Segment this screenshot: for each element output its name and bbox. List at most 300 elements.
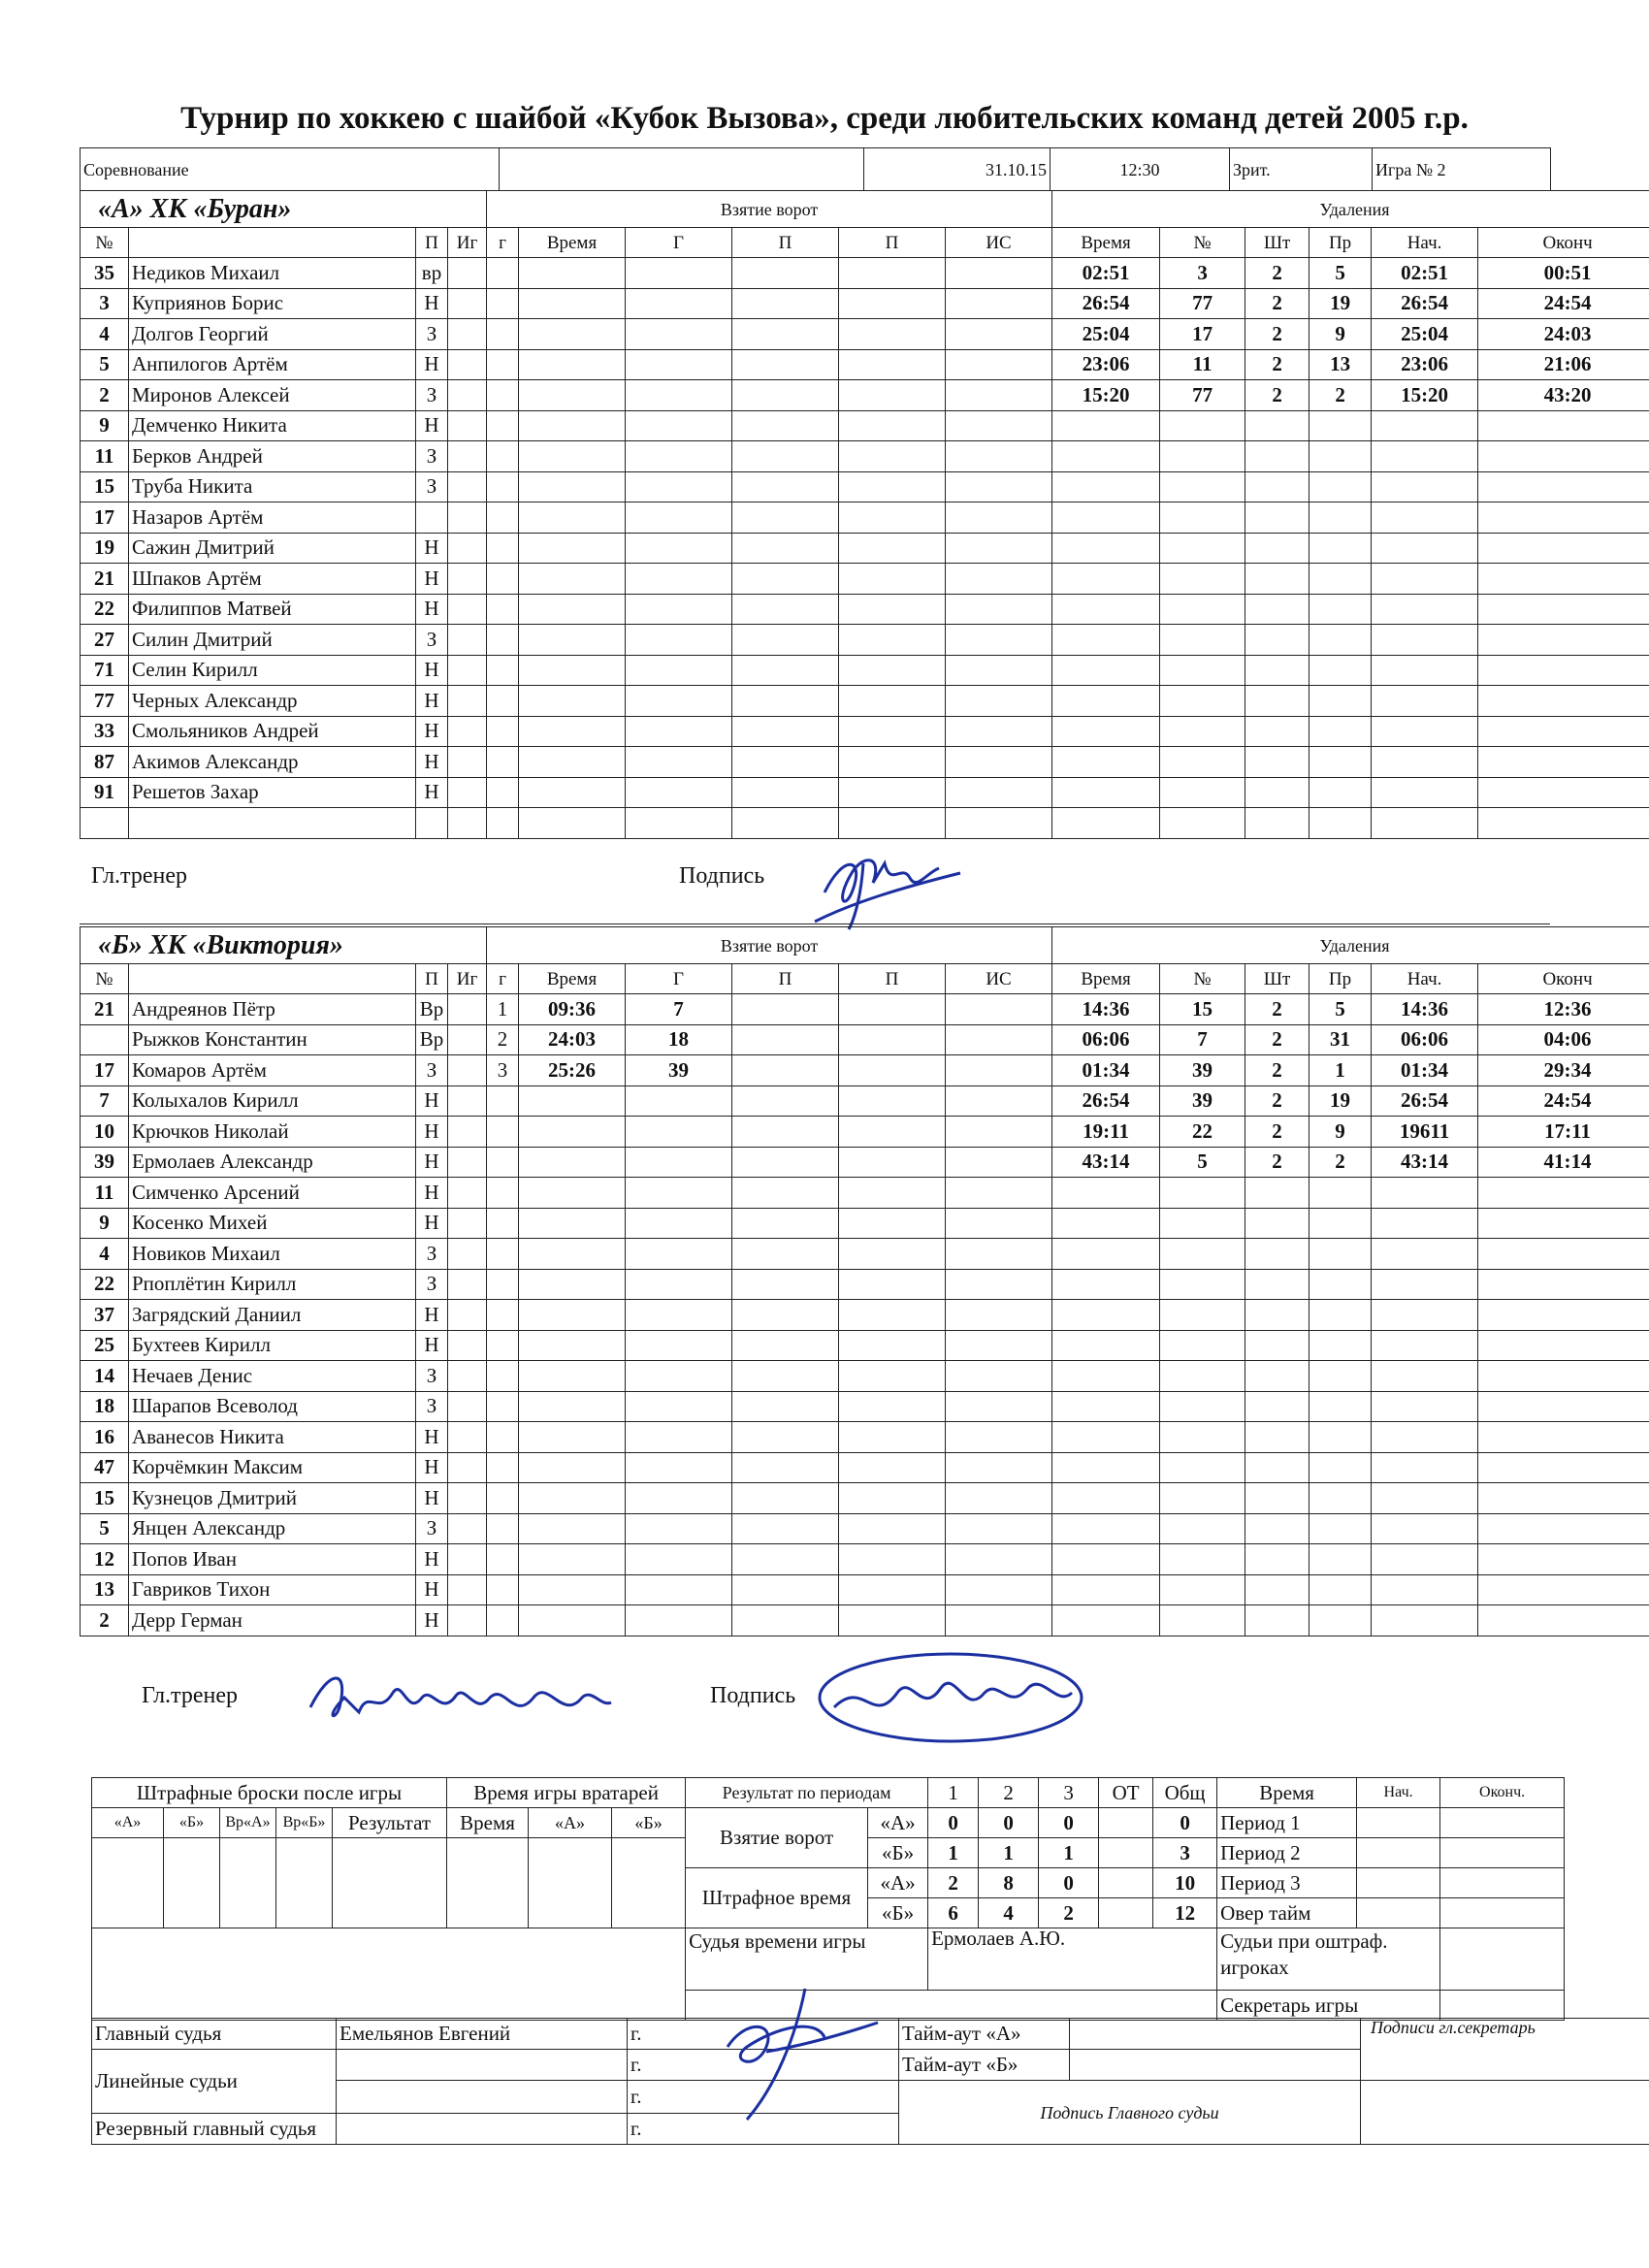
penalty-time: 15:20 (1052, 380, 1160, 411)
player-position: Н (416, 410, 448, 441)
goal-index (487, 1147, 519, 1178)
penalty-minutes: 2 (1245, 319, 1310, 350)
penalty-minutes: 2 (1245, 380, 1310, 411)
penalty-end (1478, 1269, 1649, 1300)
goal-index (487, 564, 519, 595)
goal-index (487, 441, 519, 472)
goal-index (487, 1544, 519, 1575)
cell (732, 1574, 839, 1605)
city-label: г. (628, 2050, 899, 2081)
cell (448, 471, 487, 502)
penalty-player (1160, 1574, 1245, 1605)
goal-scorer (626, 533, 732, 564)
period-value (1099, 1838, 1153, 1868)
penalty-start (1372, 410, 1478, 441)
player-position: вр (416, 258, 448, 289)
penalty-end (1478, 1330, 1649, 1361)
goal-index (487, 1513, 519, 1544)
cell (447, 1868, 529, 1898)
table-row (81, 716, 1649, 747)
goal-scorer (626, 1147, 732, 1178)
cell (448, 1239, 487, 1270)
cell (1440, 1991, 1565, 2021)
penalty-end (1478, 410, 1649, 441)
player-position: Н (416, 1544, 448, 1575)
goal-time: 24:03 (519, 1024, 626, 1055)
cell (946, 1300, 1052, 1331)
cell (839, 410, 946, 441)
cell (448, 625, 487, 656)
penalty-end (1478, 1452, 1649, 1483)
timekeeper-label: Судья времени игры (686, 1928, 928, 1991)
penalty-reason (1310, 1330, 1372, 1361)
penalty-minutes (1245, 410, 1310, 441)
divider (80, 923, 1550, 924)
goal-index (487, 655, 519, 686)
player-position: Н (416, 1085, 448, 1117)
player-number: 4 (81, 319, 129, 350)
goal-scorer (626, 502, 732, 534)
player-position: З (416, 625, 448, 656)
spectators-label: Зрит. (1230, 148, 1373, 191)
column-header: П (416, 964, 448, 994)
cell (732, 441, 839, 472)
goal-scorer (626, 1483, 732, 1514)
penalty-player (1160, 1330, 1245, 1361)
match-time: 12:30 (1051, 148, 1230, 191)
goal-index (487, 1574, 519, 1605)
table-row (81, 1055, 1649, 1086)
cell (946, 349, 1052, 380)
penalty-start (1372, 625, 1478, 656)
cell (839, 1574, 946, 1605)
goal-index (487, 258, 519, 289)
penalty-reason: 31 (1310, 1024, 1372, 1055)
penalty-reason (1310, 410, 1372, 441)
penalty-end (1478, 686, 1649, 717)
player-name: Миронов Алексей (129, 380, 416, 411)
goal-time (519, 1391, 626, 1422)
secretary-signature-label: Подписи гл.секретарь (1361, 2019, 1649, 2081)
cell (333, 1898, 447, 1928)
player-number: 19 (81, 533, 129, 564)
cell (448, 1422, 487, 1453)
penalty-start (1372, 502, 1478, 534)
player-number: 25 (81, 1330, 129, 1361)
goal-index (487, 594, 519, 625)
cell (839, 1269, 946, 1300)
goal-time (519, 471, 626, 502)
goal-time (519, 1605, 626, 1636)
cell (839, 686, 946, 717)
penalty-reason (1310, 777, 1372, 808)
cell (732, 502, 839, 534)
goal-time (519, 1117, 626, 1148)
penalty-minutes: 2 (1245, 1147, 1310, 1178)
period-value: 10 (1153, 1868, 1217, 1898)
penalty-time (1052, 1391, 1160, 1422)
table-row (81, 994, 1649, 1025)
cell (732, 1024, 839, 1055)
cell (839, 1361, 946, 1392)
cell (946, 1117, 1052, 1148)
goal-index (487, 1422, 519, 1453)
goal-index (487, 716, 519, 747)
player-name: Косенко Михей (129, 1208, 416, 1239)
penalty-end (1478, 471, 1649, 502)
cell (732, 258, 839, 289)
start-column-header: Нач. (1357, 1778, 1440, 1808)
cell (732, 716, 839, 747)
cell (732, 349, 839, 380)
cell (448, 258, 487, 289)
cell (220, 1868, 276, 1898)
goal-scorer (626, 564, 732, 595)
cell (732, 1085, 839, 1117)
penalty-end (1478, 1544, 1649, 1575)
table-row (81, 1422, 1649, 1453)
player-name: Селин Кирилл (129, 655, 416, 686)
penalty-reason (1310, 533, 1372, 564)
cell (946, 1574, 1052, 1605)
penalty-player (1160, 1391, 1245, 1422)
goal-scorer (626, 1605, 732, 1636)
player-position: Н (416, 777, 448, 808)
penalty-player (1160, 655, 1245, 686)
goal-scorer (626, 777, 732, 808)
cell (839, 502, 946, 534)
player-number: 5 (81, 1513, 129, 1544)
table-row (81, 747, 1649, 778)
penalty-minutes (1245, 1391, 1310, 1422)
goal-scorer (626, 625, 732, 656)
penalty-start (1372, 1300, 1478, 1331)
cell (732, 533, 839, 564)
goal-scorer (626, 1422, 732, 1453)
table-row (81, 1452, 1649, 1483)
cell (839, 625, 946, 656)
penalty-reason (1310, 1300, 1372, 1331)
cell (448, 564, 487, 595)
period-value (1099, 1868, 1153, 1898)
cell (448, 1117, 487, 1148)
penalty-reason (1310, 655, 1372, 686)
cell (1070, 2019, 1361, 2050)
penalty-time (1052, 564, 1160, 595)
penalty-reason (1310, 594, 1372, 625)
cell (448, 1605, 487, 1636)
cell (1357, 1898, 1440, 1928)
period-column-header: ОТ (1099, 1778, 1153, 1808)
player-name: Андреянов Пётр (129, 994, 416, 1025)
penalty-time (1052, 502, 1160, 534)
goal-index (487, 502, 519, 534)
cell (448, 441, 487, 472)
cell (732, 319, 839, 350)
penalty-reason: 9 (1310, 1117, 1372, 1148)
player-number (81, 808, 129, 839)
goal-index (487, 410, 519, 441)
cell (946, 564, 1052, 595)
column-header: П (839, 228, 946, 258)
player-name: Шарапов Всеволод (129, 1391, 416, 1422)
goal-time (519, 1361, 626, 1392)
player-position: З (416, 1055, 448, 1086)
timeout-a-label: Тайм-аут «А» (899, 2019, 1070, 2050)
cell (92, 1898, 164, 1928)
goal-index (487, 1330, 519, 1361)
penalty-judges-label: Судьи при оштраф. игроках (1217, 1928, 1440, 1991)
player-position: З (416, 1239, 448, 1270)
cell (529, 1898, 612, 1928)
cell (732, 747, 839, 778)
penalty-time (1052, 808, 1160, 839)
player-name: Рыжков Константин (129, 1024, 416, 1055)
goal-index (487, 1085, 519, 1117)
penalty-minutes (1245, 747, 1310, 778)
team-label: «Б» (868, 1838, 928, 1868)
penalty-start (1372, 1452, 1478, 1483)
cell (448, 319, 487, 350)
cell (1440, 1808, 1565, 1838)
column-header: П (416, 228, 448, 258)
penalty-start (1372, 1330, 1478, 1361)
penalty-start (1372, 1605, 1478, 1636)
penalty-end (1478, 655, 1649, 686)
table-row (81, 1269, 1649, 1300)
cell (732, 471, 839, 502)
penalty-player (1160, 502, 1245, 534)
goal-index (487, 1605, 519, 1636)
goal-index (487, 349, 519, 380)
player-number: 33 (81, 716, 129, 747)
player-position: Н (416, 1483, 448, 1514)
cell (732, 686, 839, 717)
goals-section-title: Взятие ворот (487, 927, 1052, 964)
column-header: Г (626, 964, 732, 994)
table-row (81, 625, 1649, 656)
penalty-start: 26:54 (1372, 1085, 1478, 1117)
player-name: Куприянов Борис (129, 288, 416, 319)
penalty-end (1478, 1574, 1649, 1605)
cell (732, 994, 839, 1025)
player-name: Попов Иван (129, 1544, 416, 1575)
goals-section-title: Взятие ворот (487, 191, 1052, 228)
period-value: 1 (979, 1838, 1039, 1868)
column-header: ИС (946, 964, 1052, 994)
player-position: З (416, 1269, 448, 1300)
penalty-start (1372, 1513, 1478, 1544)
penalty-time: 26:54 (1052, 1085, 1160, 1117)
penalty-reason (1310, 1178, 1372, 1209)
cell (839, 1147, 946, 1178)
city-label: г. (628, 2081, 899, 2114)
cell (448, 1574, 487, 1605)
player-name: Корчёмкин Максим (129, 1452, 416, 1483)
goal-scorer (626, 319, 732, 350)
penalty-time (1052, 471, 1160, 502)
cell (839, 349, 946, 380)
penalty-time: 14:36 (1052, 994, 1160, 1025)
table-row (81, 258, 1649, 289)
cell (1440, 1898, 1565, 1928)
team-a-signature-image (795, 834, 970, 931)
cell (946, 1178, 1052, 1209)
penalty-end: 21:06 (1478, 349, 1649, 380)
penalty-reason (1310, 1269, 1372, 1300)
penalty-start (1372, 1544, 1478, 1575)
column-header: Оконч (1478, 228, 1649, 258)
goal-scorer (626, 686, 732, 717)
penalty-end (1478, 1178, 1649, 1209)
cell (732, 1239, 839, 1270)
player-number: 37 (81, 1300, 129, 1331)
period-name: Период 1 (1217, 1808, 1357, 1838)
cell (448, 655, 487, 686)
table-row (81, 1208, 1649, 1239)
penalty-player (1160, 1269, 1245, 1300)
cell (1357, 1868, 1440, 1898)
column-header: Время (1052, 964, 1160, 994)
team-label: «А» (868, 1808, 928, 1838)
goal-time: 09:36 (519, 994, 626, 1025)
cell (946, 1391, 1052, 1422)
penalty-minutes: 2 (1245, 994, 1310, 1025)
player-position (416, 808, 448, 839)
cell (839, 994, 946, 1025)
penalty-end: 29:34 (1478, 1055, 1649, 1086)
period-value (1099, 1898, 1153, 1928)
table-row (81, 533, 1649, 564)
player-name: Бухтеев Кирилл (129, 1330, 416, 1361)
penalty-time (1052, 625, 1160, 656)
goal-time (519, 410, 626, 441)
goal-scorer (626, 1391, 732, 1422)
penalty-reason: 19 (1310, 288, 1372, 319)
table-row (81, 349, 1649, 380)
penalty-reason: 2 (1310, 1147, 1372, 1178)
penalty-player (1160, 1361, 1245, 1392)
penalty-reason: 13 (1310, 349, 1372, 380)
cell (529, 1838, 612, 1868)
penalty-player: 3 (1160, 258, 1245, 289)
table-row (81, 1574, 1649, 1605)
period-value: 2 (1039, 1898, 1099, 1928)
penalty-reason (1310, 747, 1372, 778)
player-number: 2 (81, 1605, 129, 1636)
reserve-referee-label: Резервный главный судья (92, 2114, 337, 2145)
penalty-reason (1310, 1239, 1372, 1270)
column-header: № (81, 228, 129, 258)
player-name: Крючков Николай (129, 1117, 416, 1148)
goal-time (519, 1239, 626, 1270)
cell (612, 1838, 686, 1868)
penalty-reason (1310, 808, 1372, 839)
penalty-reason (1310, 502, 1372, 534)
penalty-reason (1310, 1422, 1372, 1453)
cell (946, 1269, 1052, 1300)
player-position: Н (416, 288, 448, 319)
player-name: Силин Дмитрий (129, 625, 416, 656)
player-name: Нечаев Денис (129, 1361, 416, 1392)
penalty-end: 24:54 (1478, 1085, 1649, 1117)
goal-index (487, 625, 519, 656)
penalty-start: 25:04 (1372, 319, 1478, 350)
player-position: Н (416, 1178, 448, 1209)
table-row (81, 1330, 1649, 1361)
penalty-minutes (1245, 686, 1310, 717)
penalty-reason (1310, 1574, 1372, 1605)
competition-label: Соревнование (81, 148, 500, 191)
cell (448, 1391, 487, 1422)
penalty-player (1160, 1605, 1245, 1636)
penalty-end: 24:54 (1478, 288, 1649, 319)
cell (946, 319, 1052, 350)
cell (337, 2050, 628, 2081)
penalty-reason (1310, 716, 1372, 747)
cell (732, 655, 839, 686)
goal-scorer (626, 1178, 732, 1209)
penalty-time: 01:34 (1052, 1055, 1160, 1086)
cell (448, 594, 487, 625)
goal-time (519, 1513, 626, 1544)
shootout-column-header: «А» (92, 1808, 164, 1838)
goal-index (487, 808, 519, 839)
period-value: 12 (1153, 1898, 1217, 1928)
cell (732, 1117, 839, 1148)
penalty-reason (1310, 1452, 1372, 1483)
penalty-end (1478, 1361, 1649, 1392)
goal-scorer (626, 441, 732, 472)
column-header: Время (519, 964, 626, 994)
cell (1070, 2050, 1361, 2081)
penalty-start (1372, 1178, 1478, 1209)
penalty-start (1372, 655, 1478, 686)
table-row (81, 1147, 1649, 1178)
cell (448, 1055, 487, 1086)
penalty-start: 19611 (1372, 1117, 1478, 1148)
cell (839, 1085, 946, 1117)
player-position: Н (416, 1422, 448, 1453)
cell (839, 471, 946, 502)
penalty-minutes (1245, 716, 1310, 747)
penalty-time (1052, 1361, 1160, 1392)
column-header: П (839, 964, 946, 994)
cell (92, 1868, 164, 1898)
column-header: Иг (448, 228, 487, 258)
penalties-section-title: Удаления (1052, 191, 1649, 228)
penalty-player: 15 (1160, 994, 1245, 1025)
cell (732, 564, 839, 595)
player-position: Н (416, 533, 448, 564)
player-number: 10 (81, 1117, 129, 1148)
player-number: 47 (81, 1452, 129, 1483)
penalty-time (1052, 1544, 1160, 1575)
cell (732, 1361, 839, 1392)
cell (839, 1239, 946, 1270)
goal-index (487, 1361, 519, 1392)
cell (946, 994, 1052, 1025)
goal-index (487, 1178, 519, 1209)
goal-time (519, 380, 626, 411)
penalty-time (1052, 1300, 1160, 1331)
table-row (81, 441, 1649, 472)
penalty-reason (1310, 471, 1372, 502)
goal-scorer (626, 1330, 732, 1361)
linesmen-label: Линейные судьи (92, 2050, 337, 2114)
goal-index (487, 777, 519, 808)
penalty-minutes: 2 (1245, 288, 1310, 319)
